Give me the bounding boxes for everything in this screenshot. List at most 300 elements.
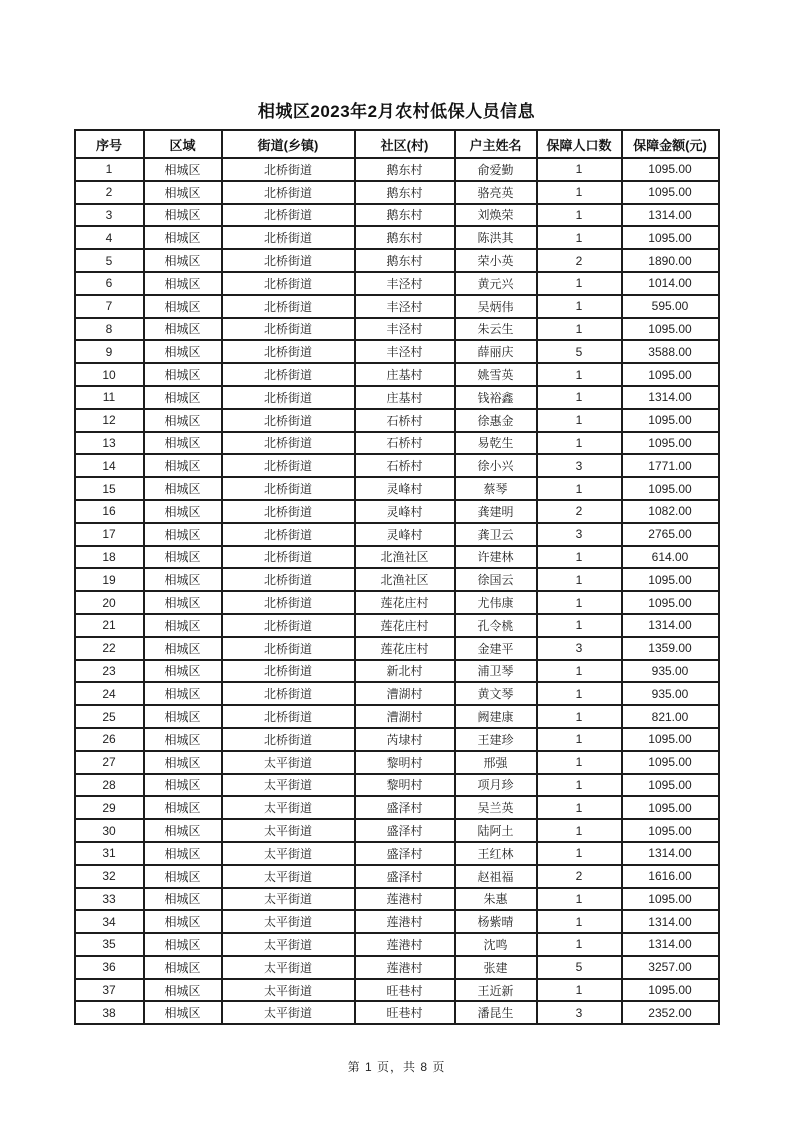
table-cell: 徐小兴: [455, 454, 537, 477]
table-cell: 11: [75, 386, 144, 409]
table-cell: 821.00: [622, 705, 719, 728]
table-cell: 1: [537, 614, 622, 637]
table-cell: 龚建明: [455, 500, 537, 523]
table-cell: 1314.00: [622, 204, 719, 227]
table-cell: 1: [537, 546, 622, 569]
table-cell: 相城区: [144, 614, 222, 637]
table-row: [75, 500, 719, 523]
table-cell: 北桥街道: [222, 226, 355, 249]
table-cell: 595.00: [622, 295, 719, 318]
table-cell: 北桥街道: [222, 158, 355, 181]
table-cell: 相城区: [144, 682, 222, 705]
table-row: [75, 751, 719, 774]
table-row: [75, 728, 719, 751]
table-cell: 1: [537, 888, 622, 911]
table-cell: 龚卫云: [455, 523, 537, 546]
table-cell: 北桥街道: [222, 432, 355, 455]
table-cell: 吴兰英: [455, 796, 537, 819]
table-cell: 1314.00: [622, 614, 719, 637]
table-cell: 18: [75, 546, 144, 569]
table-cell: 2765.00: [622, 523, 719, 546]
table-cell: 北桥街道: [222, 295, 355, 318]
table-cell: 5: [537, 340, 622, 363]
table-cell: 3: [537, 523, 622, 546]
table-cell: 3257.00: [622, 956, 719, 979]
table-row: [75, 819, 719, 842]
table-row: [75, 272, 719, 295]
table-cell: 庄基村: [355, 386, 455, 409]
table-cell: 935.00: [622, 660, 719, 683]
table-cell: 相城区: [144, 386, 222, 409]
table-cell: 1: [537, 272, 622, 295]
table-cell: 北桥街道: [222, 477, 355, 500]
table-cell: 1095.00: [622, 728, 719, 751]
table-row: [75, 979, 719, 1002]
table-cell: 鹅东村: [355, 204, 455, 227]
table-row: [75, 158, 719, 181]
table-cell: 莲花庄村: [355, 591, 455, 614]
table-cell: 黄元兴: [455, 272, 537, 295]
table-row: [75, 591, 719, 614]
table-cell: 1: [75, 158, 144, 181]
table-cell: 北桥街道: [222, 728, 355, 751]
table-cell: 1095.00: [622, 363, 719, 386]
table-cell: 相城区: [144, 226, 222, 249]
table-cell: 相城区: [144, 318, 222, 341]
table-cell: 相城区: [144, 340, 222, 363]
table-cell: 1: [537, 728, 622, 751]
table-cell: 相城区: [144, 796, 222, 819]
table-cell: 芮埭村: [355, 728, 455, 751]
table-cell: 丰泾村: [355, 340, 455, 363]
table-cell: 莲港村: [355, 910, 455, 933]
table-cell: 1: [537, 568, 622, 591]
table-cell: 相城区: [144, 477, 222, 500]
table-row: [75, 546, 719, 569]
table-cell: 相城区: [144, 637, 222, 660]
table-cell: 2: [75, 181, 144, 204]
table-cell: 5: [75, 249, 144, 272]
table-cell: 阙建康: [455, 705, 537, 728]
table-cell: 30: [75, 819, 144, 842]
table-cell: 灵峰村: [355, 523, 455, 546]
table-cell: 荣小英: [455, 249, 537, 272]
table-row: [75, 226, 719, 249]
table-cell: 1: [537, 819, 622, 842]
table-cell: 1095.00: [622, 591, 719, 614]
table-cell: 北桥街道: [222, 454, 355, 477]
table-cell: 2: [537, 249, 622, 272]
table-row: [75, 1001, 719, 1024]
table-cell: 相城区: [144, 842, 222, 865]
column-header: 保障金额(元): [622, 130, 719, 158]
lowbao-info-table: [74, 129, 720, 1025]
table-row: [75, 454, 719, 477]
table-cell: 16: [75, 500, 144, 523]
table-cell: 相城区: [144, 705, 222, 728]
table-cell: 徐国云: [455, 568, 537, 591]
header-row: [75, 130, 719, 158]
table-cell: 1: [537, 751, 622, 774]
table-cell: 1: [537, 979, 622, 1002]
table-cell: 相城区: [144, 363, 222, 386]
table-row: [75, 181, 719, 204]
table-row: [75, 249, 719, 272]
table-cell: 28: [75, 774, 144, 797]
table-cell: 1314.00: [622, 933, 719, 956]
table-cell: 1: [537, 386, 622, 409]
table-cell: 19: [75, 568, 144, 591]
table-cell: 1095.00: [622, 979, 719, 1002]
table-cell: 1095.00: [622, 226, 719, 249]
table-cell: 26: [75, 728, 144, 751]
table-cell: 漕湖村: [355, 682, 455, 705]
table-cell: 3: [537, 454, 622, 477]
table-cell: 尤伟康: [455, 591, 537, 614]
table-cell: 相城区: [144, 523, 222, 546]
table-cell: 北桥街道: [222, 409, 355, 432]
table-cell: 相城区: [144, 204, 222, 227]
column-header: 户主姓名: [455, 130, 537, 158]
table-cell: 1314.00: [622, 386, 719, 409]
table-cell: 钱裕鑫: [455, 386, 537, 409]
table-cell: 莲花庄村: [355, 637, 455, 660]
table-cell: 鹅东村: [355, 249, 455, 272]
table-cell: 15: [75, 477, 144, 500]
table-row: [75, 363, 719, 386]
table-cell: 1095.00: [622, 181, 719, 204]
table-cell: 太平街道: [222, 774, 355, 797]
table-cell: 王红林: [455, 842, 537, 865]
table-cell: 陈洪其: [455, 226, 537, 249]
table-cell: 1: [537, 158, 622, 181]
table-row: [75, 523, 719, 546]
table-cell: 盛泽村: [355, 796, 455, 819]
table-cell: 太平街道: [222, 751, 355, 774]
table-row: [75, 910, 719, 933]
table-cell: 相城区: [144, 249, 222, 272]
table-cell: 太平街道: [222, 956, 355, 979]
table-cell: 1314.00: [622, 910, 719, 933]
table-cell: 13: [75, 432, 144, 455]
table-cell: 莲港村: [355, 956, 455, 979]
table-head: [75, 130, 719, 158]
table-body: [75, 158, 719, 1024]
table-cell: 张建: [455, 956, 537, 979]
table-cell: 刘焕荣: [455, 204, 537, 227]
table-cell: 灵峰村: [355, 500, 455, 523]
table-row: [75, 386, 719, 409]
table-cell: 北桥街道: [222, 546, 355, 569]
table-cell: 丰泾村: [355, 295, 455, 318]
table-cell: 北桥街道: [222, 500, 355, 523]
table-cell: 1: [537, 318, 622, 341]
table-cell: 相城区: [144, 660, 222, 683]
table-cell: 北桥街道: [222, 249, 355, 272]
table-cell: 鹅东村: [355, 158, 455, 181]
table-cell: 1095.00: [622, 409, 719, 432]
column-header: 区域: [144, 130, 222, 158]
table-cell: 易乾生: [455, 432, 537, 455]
table-cell: 1: [537, 842, 622, 865]
table-cell: 相城区: [144, 158, 222, 181]
table-cell: 相城区: [144, 272, 222, 295]
table-cell: 3: [537, 637, 622, 660]
table-row: [75, 796, 719, 819]
page-number: 第 1 页，共 8 页: [347, 1060, 446, 1075]
table-row: [75, 477, 719, 500]
table-cell: 相城区: [144, 295, 222, 318]
table-cell: 935.00: [622, 682, 719, 705]
table-cell: 旺巷村: [355, 979, 455, 1002]
table-cell: 北桥街道: [222, 204, 355, 227]
table-cell: 1095.00: [622, 318, 719, 341]
table-cell: 相城区: [144, 751, 222, 774]
table-cell: 旺巷村: [355, 1001, 455, 1024]
table-cell: 相城区: [144, 819, 222, 842]
table-cell: 赵祖福: [455, 865, 537, 888]
table-cell: 黎明村: [355, 774, 455, 797]
table-cell: 太平街道: [222, 933, 355, 956]
table-cell: 北渔社区: [355, 568, 455, 591]
table-row: [75, 432, 719, 455]
table-row: [75, 865, 719, 888]
table-row: [75, 614, 719, 637]
table-cell: 北桥街道: [222, 637, 355, 660]
table-cell: 相城区: [144, 546, 222, 569]
table-cell: 1: [537, 181, 622, 204]
table-cell: 金建平: [455, 637, 537, 660]
table-cell: 17: [75, 523, 144, 546]
table-cell: 10: [75, 363, 144, 386]
table-cell: 1082.00: [622, 500, 719, 523]
table-cell: 35: [75, 933, 144, 956]
table-cell: 相城区: [144, 432, 222, 455]
table-row: [75, 682, 719, 705]
table-cell: 1: [537, 226, 622, 249]
table-cell: 黄文琴: [455, 682, 537, 705]
table-cell: 北桥街道: [222, 591, 355, 614]
table-cell: 太平街道: [222, 1001, 355, 1024]
table-cell: 丰泾村: [355, 272, 455, 295]
table-cell: 沈鸣: [455, 933, 537, 956]
table-cell: 俞爱勤: [455, 158, 537, 181]
table-cell: 孔令桃: [455, 614, 537, 637]
table-cell: 莲花庄村: [355, 614, 455, 637]
table-cell: 20: [75, 591, 144, 614]
table-cell: 浦卫琴: [455, 660, 537, 683]
table-cell: 盛泽村: [355, 842, 455, 865]
table-cell: 吴炳伟: [455, 295, 537, 318]
table-cell: 北桥街道: [222, 614, 355, 637]
table-cell: 1: [537, 295, 622, 318]
table-cell: 1095.00: [622, 819, 719, 842]
table-cell: 21: [75, 614, 144, 637]
table-cell: 太平街道: [222, 819, 355, 842]
table-cell: 1771.00: [622, 454, 719, 477]
table-cell: 蔡琴: [455, 477, 537, 500]
table-cell: 鹅东村: [355, 226, 455, 249]
column-header: 序号: [75, 130, 144, 158]
table-cell: 8: [75, 318, 144, 341]
table-cell: 9: [75, 340, 144, 363]
table-cell: 相城区: [144, 500, 222, 523]
column-header: 街道(乡镇): [222, 130, 355, 158]
table-cell: 莲港村: [355, 888, 455, 911]
table-cell: 灵峰村: [355, 477, 455, 500]
table-cell: 莲港村: [355, 933, 455, 956]
table-cell: 相城区: [144, 774, 222, 797]
table-cell: 朱惠: [455, 888, 537, 911]
table-cell: 漕湖村: [355, 705, 455, 728]
table-cell: 4: [75, 226, 144, 249]
table-row: [75, 568, 719, 591]
table-cell: 鹅东村: [355, 181, 455, 204]
table-cell: 2352.00: [622, 1001, 719, 1024]
table-cell: 太平街道: [222, 796, 355, 819]
table-cell: 相城区: [144, 1001, 222, 1024]
table-cell: 1: [537, 660, 622, 683]
table-cell: 1095.00: [622, 774, 719, 797]
table-cell: 北桥街道: [222, 682, 355, 705]
table-cell: 薛丽庆: [455, 340, 537, 363]
table-cell: 1: [537, 774, 622, 797]
table-cell: 石桥村: [355, 454, 455, 477]
table-cell: 北桥街道: [222, 181, 355, 204]
table-cell: 38: [75, 1001, 144, 1024]
table-row: [75, 204, 719, 227]
table-row: [75, 888, 719, 911]
table-cell: 陆阿土: [455, 819, 537, 842]
table-cell: 庄基村: [355, 363, 455, 386]
table-row: [75, 660, 719, 683]
table-cell: 徐惠金: [455, 409, 537, 432]
table-cell: 1616.00: [622, 865, 719, 888]
table-cell: 北桥街道: [222, 386, 355, 409]
table-cell: 太平街道: [222, 910, 355, 933]
table-cell: 北桥街道: [222, 340, 355, 363]
table-cell: 37: [75, 979, 144, 1002]
table-cell: 北桥街道: [222, 660, 355, 683]
table-cell: 1: [537, 705, 622, 728]
table-cell: 6: [75, 272, 144, 295]
table-cell: 1: [537, 910, 622, 933]
table-cell: 31: [75, 842, 144, 865]
table-cell: 2: [537, 500, 622, 523]
table-cell: 潘昆生: [455, 1001, 537, 1024]
table-cell: 1095.00: [622, 568, 719, 591]
table-cell: 3588.00: [622, 340, 719, 363]
table-cell: 1: [537, 204, 622, 227]
table-row: [75, 637, 719, 660]
table-cell: 1: [537, 796, 622, 819]
table-cell: 相城区: [144, 454, 222, 477]
table-row: [75, 956, 719, 979]
table-cell: 3: [537, 1001, 622, 1024]
table-row: [75, 340, 719, 363]
table-cell: 丰泾村: [355, 318, 455, 341]
table-cell: 盛泽村: [355, 819, 455, 842]
column-header: 社区(村): [355, 130, 455, 158]
table-cell: 朱云生: [455, 318, 537, 341]
table-cell: 相城区: [144, 865, 222, 888]
table-cell: 32: [75, 865, 144, 888]
table-cell: 36: [75, 956, 144, 979]
table-cell: 1: [537, 591, 622, 614]
table-cell: 23: [75, 660, 144, 683]
table-cell: 1314.00: [622, 842, 719, 865]
table-row: [75, 774, 719, 797]
table-cell: 24: [75, 682, 144, 705]
table-cell: 王建珍: [455, 728, 537, 751]
table-cell: 太平街道: [222, 865, 355, 888]
table-cell: 太平街道: [222, 842, 355, 865]
table-cell: 1: [537, 933, 622, 956]
table-cell: 1095.00: [622, 751, 719, 774]
table-cell: 相城区: [144, 933, 222, 956]
table-cell: 2: [537, 865, 622, 888]
table-cell: 杨紫晴: [455, 910, 537, 933]
table-cell: 项月珍: [455, 774, 537, 797]
table-cell: 骆亮英: [455, 181, 537, 204]
table-cell: 石桥村: [355, 409, 455, 432]
table-cell: 3: [75, 204, 144, 227]
table-cell: 1095.00: [622, 432, 719, 455]
table-cell: 1359.00: [622, 637, 719, 660]
table-cell: 北渔社区: [355, 546, 455, 569]
table-cell: 1: [537, 409, 622, 432]
table-cell: 相城区: [144, 181, 222, 204]
table-cell: 相城区: [144, 591, 222, 614]
table-cell: 北桥街道: [222, 363, 355, 386]
table-cell: 石桥村: [355, 432, 455, 455]
table-row: [75, 842, 719, 865]
table-cell: 相城区: [144, 979, 222, 1002]
table-cell: 34: [75, 910, 144, 933]
table-cell: 12: [75, 409, 144, 432]
table-cell: 新北村: [355, 660, 455, 683]
table-row: [75, 705, 719, 728]
table-cell: 北桥街道: [222, 523, 355, 546]
table-cell: 相城区: [144, 728, 222, 751]
table-cell: 北桥街道: [222, 318, 355, 341]
table-cell: 25: [75, 705, 144, 728]
table-cell: 相城区: [144, 956, 222, 979]
table-cell: 1: [537, 477, 622, 500]
table-row: [75, 295, 719, 318]
table-cell: 1095.00: [622, 158, 719, 181]
table-cell: 相城区: [144, 568, 222, 591]
column-header: 保障人口数: [537, 130, 622, 158]
table-cell: 1890.00: [622, 249, 719, 272]
table-cell: 1014.00: [622, 272, 719, 295]
table-cell: 相城区: [144, 910, 222, 933]
table-cell: 北桥街道: [222, 568, 355, 591]
table-cell: 许建林: [455, 546, 537, 569]
table-cell: 1: [537, 432, 622, 455]
table-row: [75, 409, 719, 432]
table-cell: 相城区: [144, 888, 222, 911]
table-cell: 姚雪英: [455, 363, 537, 386]
table-cell: 29: [75, 796, 144, 819]
table-cell: 北桥街道: [222, 272, 355, 295]
table-cell: 太平街道: [222, 888, 355, 911]
table-row: [75, 318, 719, 341]
table-cell: 27: [75, 751, 144, 774]
table-cell: 1095.00: [622, 888, 719, 911]
table-cell: 黎明村: [355, 751, 455, 774]
table-cell: 614.00: [622, 546, 719, 569]
